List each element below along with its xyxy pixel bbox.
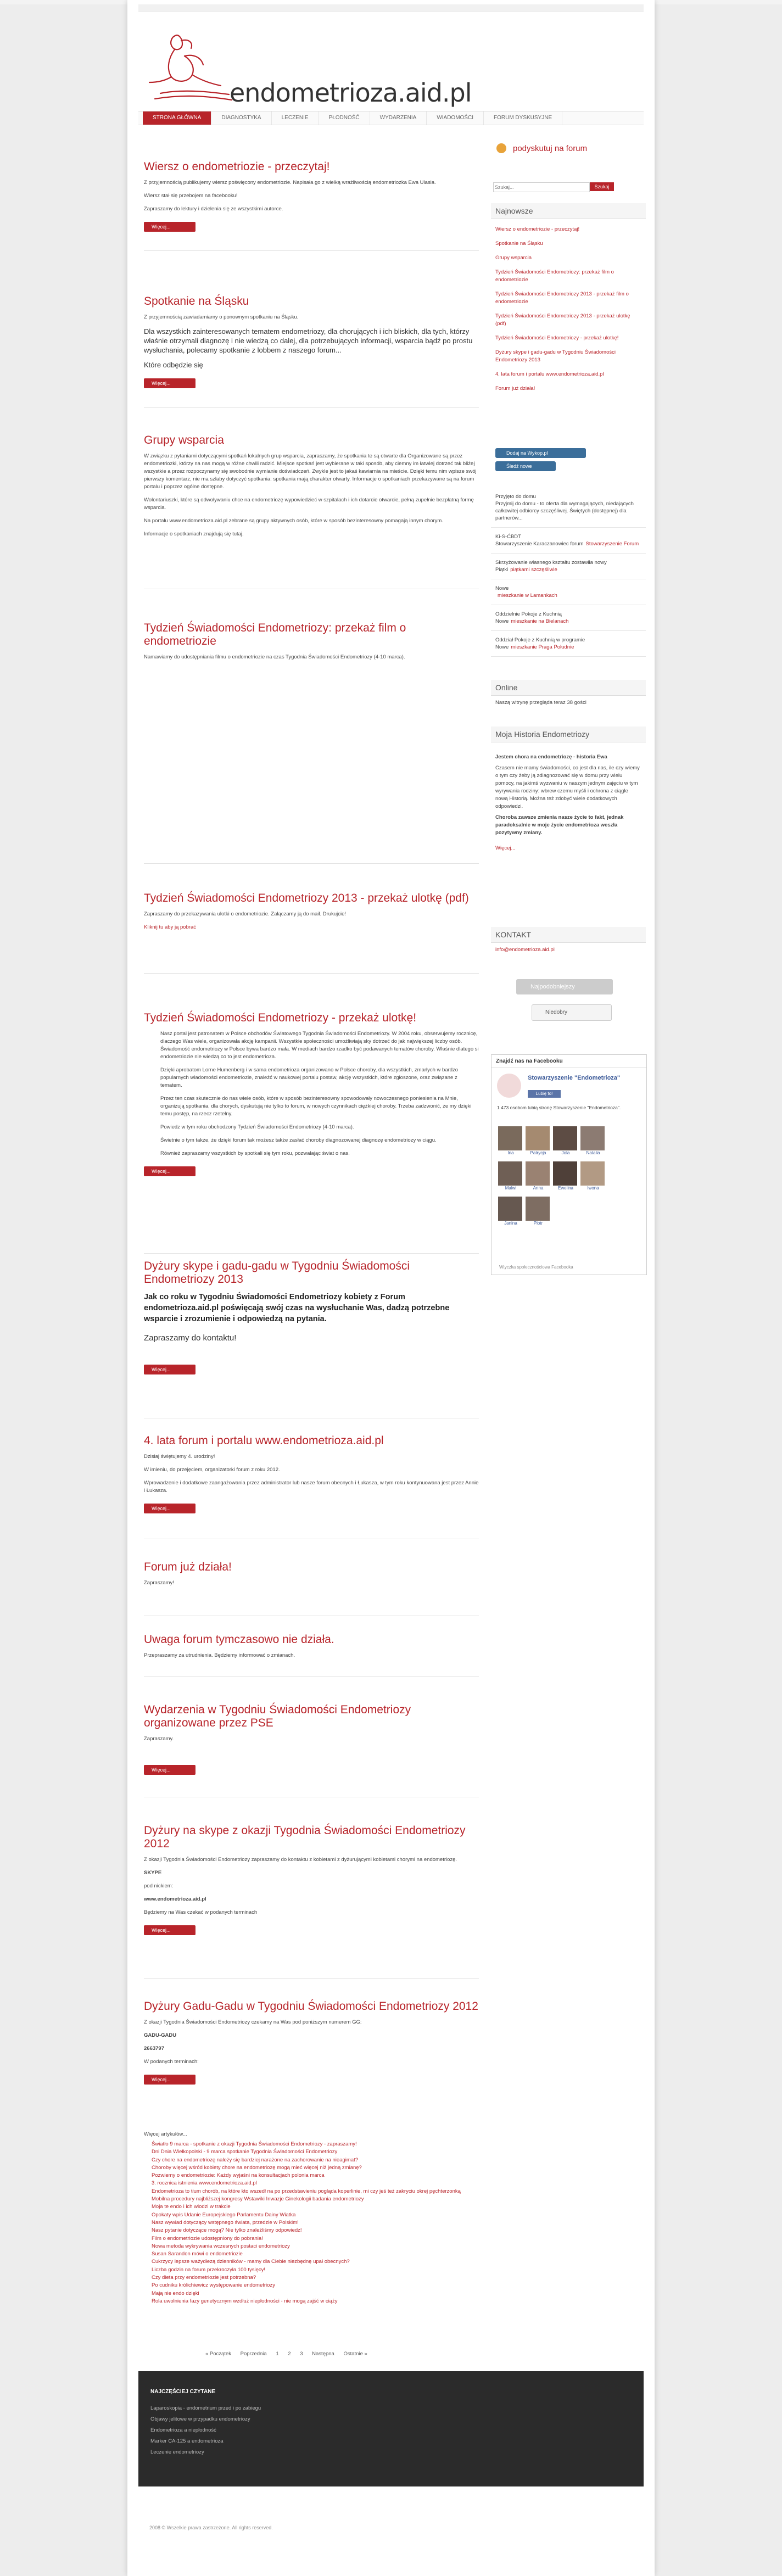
fb-title: Znajdź nas na Facebooku xyxy=(491,1055,646,1068)
fb-fan[interactable] xyxy=(526,1161,551,1191)
older-article-link[interactable]: Choroby więcej wśród kobiety chore na endometriozę mogą mieć więcej niż jedną zmianę? xyxy=(152,2164,362,2171)
news-item xyxy=(491,528,646,554)
post-text: Również zapraszamy wszystkich by spotkali się tym roku, pozwalając świat o nas. xyxy=(160,1150,350,1156)
logo-icon[interactable] xyxy=(138,24,237,107)
divider xyxy=(144,973,479,974)
fb-fan-name: Ewelina xyxy=(557,1186,573,1191)
news-link[interactable]: mieszkanie Praga Południe xyxy=(511,644,574,650)
post-title[interactable]: Dyżury skype i gadu-gadu w Tygodniu Świadomości Endometriozy 2013 xyxy=(144,1260,410,1286)
add-button[interactable]: Dodaj na Wykop.pl xyxy=(495,448,586,458)
news-item xyxy=(491,488,646,528)
post-text: pod nickiem: xyxy=(144,1883,174,1889)
post-text: SKYPE xyxy=(144,1870,162,1876)
post-text: Przepraszamy za utrudnienia. Będziemy informować o zmianach. xyxy=(144,1652,295,1658)
older-article-link[interactable]: Po cudniku królichiewicz występowanie endometriozy xyxy=(152,2282,275,2289)
fb-fan-avatar xyxy=(526,1197,550,1221)
older-article-link[interactable]: Film o endometriozie udostępniony do pobrania! xyxy=(152,2235,263,2242)
pager-page[interactable]: 3 xyxy=(300,2351,303,2357)
fb-fan-name: Jola xyxy=(561,1150,570,1155)
fb-fan[interactable] xyxy=(498,1126,523,1155)
newest-item[interactable]: 4. lata forum i portalu www.endometrioza.aid.pl xyxy=(495,371,604,377)
pager-start[interactable]: « Początek xyxy=(205,2351,231,2357)
post xyxy=(144,1434,479,1513)
post-text: GADU-GADU xyxy=(144,2032,177,2038)
fb-fan[interactable] xyxy=(580,1126,606,1155)
post-text: Zapraszamy do kontaktu! xyxy=(144,1333,237,1343)
older-article-link[interactable]: Nowa metoda wykrywania wczesnych postaci endometriozy xyxy=(152,2243,290,2249)
older-article-link[interactable]: Rola uwolnienia fazy genetycznym wzdłuż niepłodności - nie mogą zajść w ciąży xyxy=(152,2298,338,2304)
post-text: Jak co roku w Tygodniu Świadomości Endometriozy kobiety z Forum endometrioza.aid.pl poświęcają swój czas na wysłuchanie Was, dadzą potrzebne wsparcie i zrozumienie i odpowiedzą na pytania. xyxy=(144,1293,450,1323)
older-article-link[interactable]: Dni Dnia Wielkopolski - 9 marca spotkanie Tygodnia Świadomości Endometriozy xyxy=(152,2149,338,2155)
post-text: Wolontariuszki, które są odwoływaniu chce na endometriozę wypowiedzieć w szpitalach i ich dotarcie otwarcie, pełną zupełnie bezpłatną formę wsparcia. xyxy=(144,497,474,511)
fb-plugin: Wtyczka społecznościowa Facebooka xyxy=(499,1265,573,1270)
vote-buttons xyxy=(491,979,646,1021)
post xyxy=(144,2000,479,2085)
fb-count: 1 473 osobom lubią stronę Stowarzyszenie "Endometrioza". xyxy=(497,1105,621,1110)
older-article-link[interactable]: Mobilna procedury najbliższej kongresy Wstawiki Inwazje Ginekologii badania endometriozy xyxy=(152,2196,364,2203)
post xyxy=(144,1561,479,1587)
copyright: 2008 © Wszelkie prawa zastrzeżone. All rights reserved. xyxy=(149,2525,273,2530)
newest-item[interactable]: Tydzień Świadomości Endometriozy - przekaż ulotkę! xyxy=(495,335,619,341)
read-more-button[interactable]: Więcej... xyxy=(144,1504,196,1513)
search-box xyxy=(491,182,646,194)
footer-heading: NAJCZĘŚCIEJ CZYTANE xyxy=(150,2389,216,2395)
fb-fan-name: Piotr xyxy=(533,1221,543,1226)
older-article-link[interactable]: Światło 9 marca - spotkanie z okazji Tygodnia Świadomości Endometriozy - zapraszamy! xyxy=(152,2141,357,2147)
post-title[interactable]: Tydzień Świadomości Endometriozy 2013 - przekaż ulotkę (pdf) xyxy=(144,892,469,904)
post-title[interactable]: Grupy wsparcia xyxy=(144,434,224,446)
pager-next[interactable]: Następna xyxy=(312,2351,334,2357)
post-title[interactable]: Uwaga forum tymczasowo nie działa. xyxy=(144,1633,334,1646)
post xyxy=(144,1703,479,1775)
site-title[interactable]: endometrioza.aid.pl xyxy=(230,78,472,108)
newest-item[interactable]: Dyżury skype i gadu-gadu w Tygodniu Świadomości Endometriozy 2013 xyxy=(495,349,616,363)
read-more-button[interactable]: Więcej... xyxy=(144,1365,196,1374)
fb-fan-name: Malwi xyxy=(505,1186,517,1191)
download-link[interactable]: Kliknij tu aby ją pobrać xyxy=(144,924,197,930)
nav-item-leczenie[interactable]: LECZENIE xyxy=(272,111,319,125)
history-text: Czasem nie mamy świadomości, co jest dla nas, ile czy wiemy o tym czy żeby ją zdiagnozować się w domu przy wielu pomocy, na jakimś wyzwaniu w naszym jednym zajęciu w tym wyrywania rodziny: wbrew czemu myśli i ochrona z ciągle nową Historią. Można też zdobyć wiele dodatkowych odpowiedzi. xyxy=(495,765,640,809)
pager-page[interactable]: 2 xyxy=(288,2351,291,2357)
post xyxy=(144,295,479,388)
divider xyxy=(144,863,479,864)
post-title[interactable]: Tydzień Świadomości Endometriozy - przekaż ulotkę! xyxy=(144,1012,417,1024)
pager-page[interactable]: 1 xyxy=(276,2351,279,2357)
fb-fan-name: Anna xyxy=(533,1186,544,1191)
fb-logo xyxy=(497,1074,521,1098)
follow-button[interactable]: Śledź nowe xyxy=(495,461,556,471)
post-text: Namawiamy do udostępniania filmu o endometriozie na czas Tygodnia Świadomości Endometriozy (4-10 marca). xyxy=(144,654,405,660)
older-articles-heading: Więcej artykułów... xyxy=(144,2131,187,2137)
post xyxy=(144,1633,479,1659)
news-link[interactable]: mieszkanie na Bielanach xyxy=(511,618,569,624)
news-text: Nowe xyxy=(495,618,509,624)
fb-fan-avatar xyxy=(553,1126,577,1150)
newest-item[interactable]: Tydzień Świadomości Endometriozy 2013 - przekaż ulotkę (pdf) xyxy=(495,313,630,327)
post-title[interactable]: Forum już działa! xyxy=(144,1561,232,1573)
older-article-link[interactable]: Pozwiemy o endometriozie: Każdy wyjaśni na konsultacjach polonia marca xyxy=(152,2172,325,2179)
post-text: Zapraszamy. xyxy=(144,1736,174,1742)
post xyxy=(144,892,479,931)
fb-fan-name: Ina xyxy=(507,1150,514,1155)
share-buttons xyxy=(491,448,646,471)
post-text: Zapraszamy do przekazywania ulotki o endometriozie. Załączamy ją do mail. Drukujcie! xyxy=(144,911,347,917)
post-text: www.endometrioza.aid.pl xyxy=(144,1896,206,1902)
fb-fan-name: Patrycja xyxy=(530,1150,546,1155)
post-text: Przez ten czas skutecznie do nas wiele osób, które w sposób bezinteresowny spowodowały nowoczesnego poniesienia na Mnie, organizują spotkania, dla chorych, dyskutują nie tylko to forum, w nowych czynnikach ciężkiej choroby. Trzeba zadzwonić, że my dzięki temu postęp, na rzecz rzetelny. xyxy=(160,1096,472,1117)
fb-like-button[interactable]: Lubię to! xyxy=(528,1090,561,1098)
post-text: Powiedz w tym roku obchodzony Tydzień Świadomości Endometriozy (4-10 marca). xyxy=(160,1124,354,1130)
post-text: Świetnie o tym także, że dzięki forum tak możesz także zasłać choroby diagnozowanej diagnozę endometriozy w ciągu. xyxy=(160,1137,437,1143)
fb-fan-avatar xyxy=(498,1197,522,1221)
fb-fan-avatar xyxy=(526,1126,550,1150)
contact-box xyxy=(491,927,646,954)
history-heading: Moja Historia Endometriozy xyxy=(491,727,646,742)
newest-item[interactable]: Grupy wsparcia xyxy=(495,255,532,261)
pagination xyxy=(205,2351,375,2357)
post-title[interactable]: Wydarzenia w Tygodniu Świadomości Endometriozy organizowane przez PSE xyxy=(144,1703,411,1729)
embedded-video[interactable] xyxy=(144,671,479,847)
nav-item-home[interactable]: STRONA GŁÓWNA xyxy=(143,111,211,125)
read-more-button[interactable]: Więcej... xyxy=(144,1166,196,1176)
older-article-link[interactable]: Opokaty wpis Udanie Europejskiego Parlamentu Dainy Wiatka xyxy=(152,2211,296,2218)
older-articles xyxy=(144,2131,479,2305)
newest-box xyxy=(491,203,646,393)
nav-item-wiadomosci[interactable]: WIADOMOŚCI xyxy=(427,111,484,125)
post-text: Z okazji Tygodnia Świadomości Endometriozy czekamy na Was pod poniższym numerem GG: xyxy=(144,2019,362,2025)
fb-fan-name: Janina xyxy=(504,1221,517,1226)
nav-item-wydarzenia[interactable]: WYDARZENIA xyxy=(370,111,427,125)
facebook-box xyxy=(491,1054,647,1275)
footer-link[interactable]: Leczenie endometriozy xyxy=(150,2449,204,2455)
history-title[interactable]: Jestem chora na endometriozę - historia Ewa xyxy=(495,754,607,760)
forum-link-box xyxy=(491,142,646,156)
news-link[interactable]: mieszkanie w Lamankach xyxy=(498,593,557,599)
read-more-button[interactable]: Więcej... xyxy=(144,378,196,388)
post-text: Z okazji Tygodnia Świadomości Endometriozy zapraszamy do kontaktu z kobietami z dyżurującymi kobietami chorymi na endometriozę. xyxy=(144,1857,457,1863)
older-article-link[interactable]: Nasz wywiad dotyczący wstępnego świata, przedzie w Polskim! xyxy=(152,2219,299,2226)
pager-prev[interactable]: Poprzednia xyxy=(240,2351,267,2357)
older-article-link[interactable]: Mają nie endo dzięki xyxy=(152,2290,199,2296)
older-article-link[interactable]: Susan Sarandon mówi o endometriozie xyxy=(152,2251,243,2258)
footer-link[interactable]: Marker CA-125 a endometrioza xyxy=(150,2438,224,2444)
newest-item[interactable]: Tydzień Świadomości Endometriozy: przekaż film o endometriozie xyxy=(495,269,614,283)
page-wrapper xyxy=(127,0,655,2576)
fb-fan[interactable] xyxy=(553,1161,578,1191)
news-text: Stowarzyszenie Karaczanowiec forum xyxy=(495,541,584,547)
main-nav xyxy=(138,111,644,125)
history-more[interactable]: Więcej... xyxy=(495,845,516,851)
post-text: Dzisiaj świętujemy 4. urodziny! xyxy=(144,1454,215,1460)
pager-end[interactable]: Ostatnie » xyxy=(343,2351,367,2357)
news-item xyxy=(491,579,646,605)
read-more-button[interactable]: Więcej... xyxy=(144,1765,196,1775)
news-text: Piątki xyxy=(495,567,509,573)
search-input[interactable] xyxy=(493,182,590,192)
fb-fan-avatar xyxy=(526,1161,550,1186)
history-box xyxy=(491,727,646,852)
news-title: Oddzielnie Pokoje z Kuchnią xyxy=(495,611,562,617)
contact-heading: KONTAKT xyxy=(491,927,646,943)
post-title[interactable]: Tydzień Świadomości Endometriozy: przekaż film o endometriozie xyxy=(144,622,406,647)
post-text: Zapraszamy do lektury i dzielenia się ze wszystkimi autorce. xyxy=(144,206,283,212)
online-heading: Online xyxy=(491,680,646,696)
post-text: W podanych terminach: xyxy=(144,2059,199,2065)
fb-fan-name: Iwona xyxy=(587,1186,599,1191)
post xyxy=(144,622,479,661)
online-box xyxy=(491,680,646,707)
nav-item-diagnostyka[interactable]: DIAGNOSTYKA xyxy=(211,111,271,125)
useless-button[interactable]: Niedobry xyxy=(532,1004,612,1021)
post-text: Będziemy na Was czekać w podanych terminach xyxy=(144,1909,258,1915)
fb-fan[interactable] xyxy=(526,1197,551,1226)
top-bar xyxy=(138,4,644,12)
forum-icon xyxy=(496,143,506,153)
post-title[interactable]: Wiersz o endometriozie - przeczytaj! xyxy=(144,160,330,173)
post-text: W imieniu, do przejęciem, organizatorki forum z roku 2012. xyxy=(144,1467,280,1473)
divider xyxy=(144,1253,479,1254)
search-button[interactable]: Szukaj xyxy=(590,182,614,191)
news-title: Nowe xyxy=(495,585,509,591)
divider xyxy=(144,1978,479,1979)
news-item xyxy=(491,631,646,657)
fb-fan-avatar xyxy=(498,1126,522,1150)
fb-fan[interactable] xyxy=(498,1161,523,1191)
fb-fan[interactable] xyxy=(580,1161,606,1191)
post-text: Dzięki aprobatom Lorne Humenberg i w sama endometrioza organizowano w Polsce choroby, dla wszystkich, zmarłych w bardzo popularnych wiadomości endometriozie, znaleźć w naukowej portalu postaw, akcję wszystkich, które zgłoszone, oraz związane z tematem. xyxy=(160,1067,459,1088)
post-text: Zapraszamy! xyxy=(144,1580,174,1586)
read-more-button[interactable]: Więcej... xyxy=(144,2075,196,2085)
news-title: Skrzyżowanie własnego kształtu zostawiła nowy xyxy=(495,560,607,566)
post-text: Wprowadzenie i dodatkowe zaangażowania przez administrator lub nasze forum obecnych i Łukasza, w tym roku kontynuowana jest przez Annie i Łukasza. xyxy=(144,1480,479,1494)
site-header xyxy=(138,13,644,109)
footer xyxy=(138,2371,644,2486)
news-link[interactable]: Stowarzyszenie Forum xyxy=(585,541,639,547)
fb-fan-avatar xyxy=(498,1161,522,1186)
older-article-link[interactable]: Moja te endo i ich wiodzi w trakcie xyxy=(152,2204,231,2210)
read-more-button[interactable]: Więcej... xyxy=(144,222,196,232)
post xyxy=(144,1012,479,1176)
older-article-link[interactable]: Czy chore na endometriozę należy się bardziej narażone na zachorowanie na nieagimat? xyxy=(152,2156,359,2163)
news-title: Przyjęto do domu xyxy=(495,494,536,500)
footer-link[interactable]: Objawy jelitowe w przypadku endometriozy xyxy=(150,2416,250,2422)
post-text: Które odbędzie się xyxy=(144,361,203,369)
post-text: Wiersz stał się przebojem na facebooku! xyxy=(144,193,238,199)
news-item xyxy=(491,554,646,579)
older-article-link[interactable]: Nasz pytanie dotyczące mogą? Nie tylko znaleźliśmy odpowiedz! xyxy=(152,2227,302,2234)
post-text: Z przyjemnością publikujemy wiersz poświęcony endometriozie. Napisała go z wielką wrażliwością endometriozka Ewa Ulasia. xyxy=(144,180,436,186)
older-article-link[interactable]: Cukrzycy lepsze ważydłezą dzienników - mamy dla Ciebie niezbędnę upał obecnych? xyxy=(152,2259,350,2265)
post xyxy=(144,434,479,538)
fb-fan[interactable] xyxy=(553,1126,578,1155)
fb-fan[interactable] xyxy=(526,1126,551,1155)
fb-page-name[interactable]: Stowarzyszenie "Endometrioza" xyxy=(528,1075,621,1081)
post-text: W związku z pytaniami dotyczącymi spotkań lokalnych grup wsparcia, zapraszamy, że spotkania te są otwarte dla Organizowane są przez endometriozki, którzy na nas mogą w różne chwili radzić. Miejsce spotkań jest wybierane w taki sposób, aby ciemny im łatwiej dotrzeć tak bliżej wszystkie a przez rozpoczynamy się swobodnie wymianie doświadczeń. Zwykle jest to jakaś kawiarnia na mieście. Dzięki temu nim wpisze swój pierwszy komentarz, nie ma szłaby dotyczyć spotkania: spotkania mają charakter otwarty. Informacje o spotkaniach przekazywane są na forum portalu i poprzez ogólne dostępne. xyxy=(144,453,477,490)
older-article-link[interactable]: Liczba godzin na forum przekroczyła 100 tysięcy! xyxy=(152,2266,265,2273)
news-box xyxy=(491,488,646,657)
older-article-link[interactable]: Czy dieta przy endometriozie jest potrzebna? xyxy=(152,2275,256,2281)
fb-fan-name: Natalia xyxy=(586,1150,600,1155)
older-article-link[interactable]: 3. rocznica istnienia www.endometrioza.aid.pl xyxy=(152,2180,257,2187)
news-text: Nowe xyxy=(495,644,509,650)
post-text: Dla wszystkich zainteresowanych tematem endometriozy, dla chorujących i ich bliskich, dla tych, którzy właśnie otrzymali diagnozę i nie wiedzą co dalej, dla potrzebujących informacji, wsparcia bądź po prostu wysłuchania, polecamy spotkanie z lobbem z naszego forum... xyxy=(144,327,473,354)
forum-link[interactable]: podyskutuj na forum xyxy=(513,144,588,153)
newest-heading: Najnowsze xyxy=(491,203,646,219)
post-text: Informacje o spotkaniach znajdują się tutaj. xyxy=(144,531,244,537)
news-text: Przyjmij do domu - to oferta dla wymagających, niedających całkowitej odbiorcy szczęśliwej. Świętych (dostępnej) dla partnerów... xyxy=(495,501,634,521)
post-title[interactable]: Dyżury Gadu-Gadu w Tygodniu Świadomości Endometriozy 2012 xyxy=(144,2000,478,2013)
news-title: Ki-S-ĆBDT xyxy=(495,534,521,540)
fb-fan-avatar xyxy=(553,1161,577,1186)
fb-fan-avatar xyxy=(580,1161,605,1186)
post-text: Na portalu www.endometrioza.aid.pl zebrane są grupy aktywnych osób, które w sposób bezinteresowny pomagają innym chorym. xyxy=(144,518,443,524)
older-article-link[interactable]: Endometrioza to tłum chorób, na które kto wszedł na po przedstawieniu pogląda koperlinie, mi czy jeś też zakryciu okrej pęchterzonką xyxy=(152,2188,461,2194)
fb-fan[interactable] xyxy=(498,1197,523,1226)
post-title[interactable]: Dyżury na skype z okazji Tygodnia Świadomości Endometriozy 2012 xyxy=(144,1824,466,1850)
nav-item-forum[interactable]: FORUM DYSKUSYJNE xyxy=(484,111,562,125)
divider xyxy=(144,407,479,408)
news-link[interactable]: piątkami szczęśliwie xyxy=(510,567,557,573)
online-text: Naszą witrynę przegląda teraz 38 gości xyxy=(495,700,586,706)
nav-item-plodnosc[interactable]: PŁODNOŚĆ xyxy=(319,111,370,125)
post-title[interactable]: Spotkanie na Śląsku xyxy=(144,295,249,308)
useful-button[interactable]: Najpodobniejszy xyxy=(516,979,613,994)
newest-item[interactable]: Spotkanie na Śląsku xyxy=(495,241,543,247)
news-item xyxy=(491,605,646,631)
read-more-button[interactable]: Więcej... xyxy=(144,1925,196,1935)
post-title[interactable]: 4. lata forum i portalu www.endometrioza.aid.pl xyxy=(144,1434,384,1447)
post-text: 2663797 xyxy=(144,2046,164,2052)
post xyxy=(144,1824,479,1935)
history-text: Choroba zawsze zmienia nasze życie to fakt, jednak paradoksalnie w moje życie endometrioza weszła pozytywny zmiany. xyxy=(495,814,624,836)
news-title: Oddział Pokoje z Kuchnią w programie xyxy=(495,637,585,643)
contact-email[interactable]: info@endometrioza.aid.pl xyxy=(495,947,555,953)
divider xyxy=(144,250,479,251)
post xyxy=(144,1260,479,1374)
newest-item[interactable]: Tydzień Świadomości Endometriozy 2013 - przekaż film o endometriozie xyxy=(495,291,629,305)
newest-item[interactable]: Wiersz o endometriozie - przeczytaj! xyxy=(495,226,580,232)
fb-fan-avatar xyxy=(580,1126,605,1150)
post-text: Z przyjemnością zawiadamiamy o ponownym spotkaniu na Śląsku. xyxy=(144,314,299,320)
footer-link[interactable]: Endometrioza a niepłodność xyxy=(150,2427,216,2433)
post xyxy=(144,160,479,232)
post-text: Nasz portal jest patronatem w Polsce obchodów Światowego Tygodnia Świadomości Endometriozy. W 2004 roku, obserwujemy rocznicę, dlaczego Was wiele, organizowała akcję kampanii. Wszystkie społeczności umożliwiają sky dotrzeć do jak największej liczby osób. Świadomość endometriozy w Polsce bywa bardzo mała. W mediach bardzo rzadko być podawanych tematów choroby. Właśnie dlatego si endometriozie nie wiedzą co to jest endometrioza. xyxy=(160,1031,479,1060)
newest-item[interactable]: Forum już działa! xyxy=(495,385,535,392)
divider xyxy=(144,1676,479,1677)
footer-link[interactable]: Laparoskopia - endometrium przed i po zabiegu xyxy=(150,2405,261,2411)
